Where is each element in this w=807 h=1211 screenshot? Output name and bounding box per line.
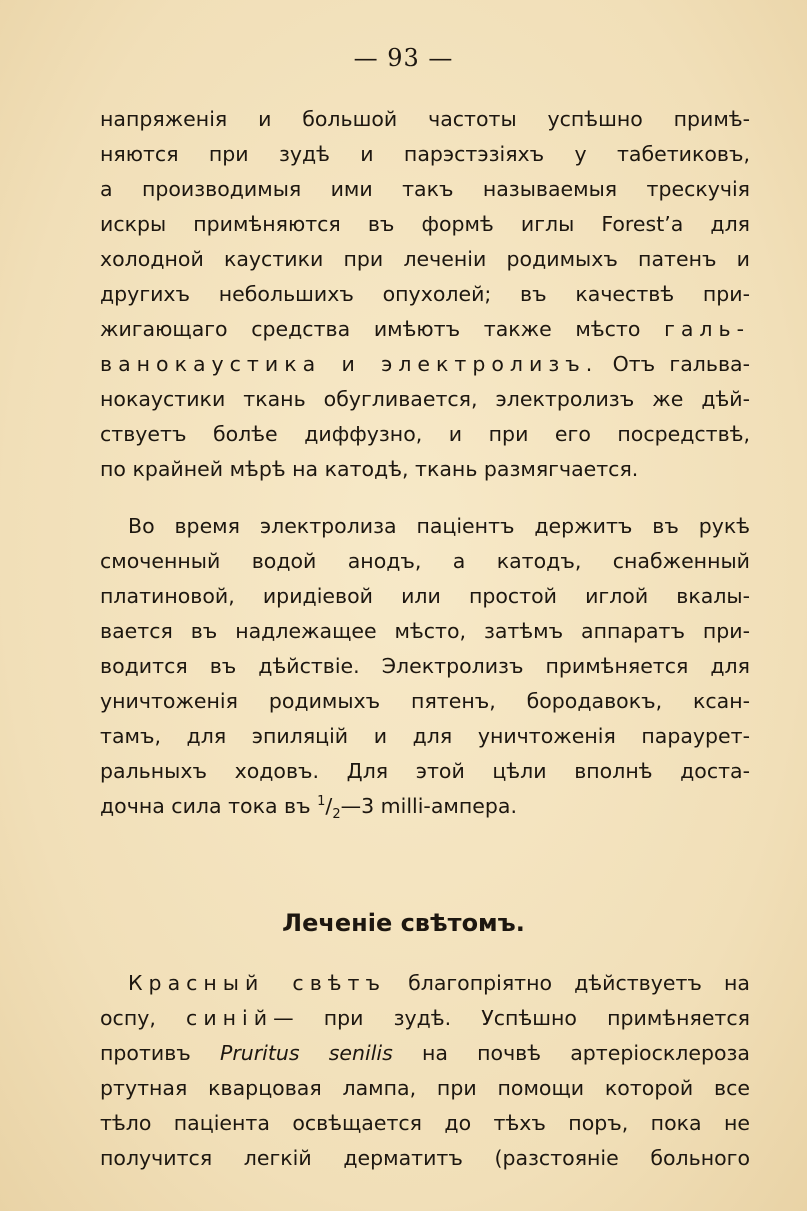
text-line	[100, 312, 750, 347]
text-line: няются при зудѣ и парэстэзіяхъ у табетиковъ,	[100, 142, 750, 166]
text-fragment: оспу,	[100, 1006, 156, 1030]
paragraph-electrotherapy	[100, 102, 750, 487]
paragraph-electrolysis	[100, 509, 750, 824]
text-line: холодной каустики при леченіи родимыхъ патенъ и	[100, 247, 750, 271]
text-line: тамъ, для эпиляцій и для уничтоженія параурет-	[100, 724, 750, 748]
section-heading: Леченіе свѣтомъ.	[282, 909, 525, 937]
paragraph-light-therapy	[100, 966, 750, 1176]
text-line	[100, 1036, 750, 1071]
fraction-numerator: 1	[317, 794, 326, 810]
spaced-term: Красный свѣтъ	[128, 971, 386, 995]
text-line: тѣло паціента освѣщается до тѣхъ поръ, пока не	[100, 1111, 750, 1135]
text-line: уничтоженія родимыхъ пятенъ, бородавокъ, ксан-	[100, 689, 750, 713]
text-line: получится легкій дерматитъ (разстояніе больного	[100, 1146, 750, 1170]
text-fragment: жигающаго средства имѣютъ также мѣсто	[100, 317, 641, 341]
text-line	[100, 966, 750, 1001]
text-line: ртутная кварцовая лампа, при помощи которой все	[100, 1076, 750, 1100]
text-line: нокаустики ткань обугливается, электролизъ же дѣй-	[100, 387, 750, 411]
text-fragment: благопріятно дѣйствуетъ на	[408, 971, 750, 995]
text-line: водится въ дѣйствіе. Электролизъ примѣняется для	[100, 654, 750, 678]
text-fragment: Отъ гальва-	[612, 352, 750, 376]
text-line: платиновой, иридіевой или простой иглой вкалы-	[100, 584, 750, 608]
fraction-denominator: 2	[332, 807, 341, 823]
text-fragment: дочна сила тока въ	[100, 794, 311, 818]
text-fragment: на почвѣ артеріосклероза	[421, 1041, 750, 1065]
text-line: ральныхъ ходовъ. Для этой цѣли вполнѣ доста-	[100, 759, 750, 783]
spaced-term: галь-	[664, 317, 750, 341]
text-fragment: противъ	[100, 1041, 191, 1065]
text-fragment: —3 milli-ампера.	[340, 794, 517, 818]
latin-term: Pruritus senilis	[219, 1041, 393, 1065]
text-line: напряженія и большой частоты успѣшно примѣ-	[100, 107, 750, 131]
text-line: дочна сила тока въ $^1/_2—3$ milli-ампера.	[100, 794, 517, 823]
spaced-term: синій	[186, 1006, 274, 1030]
text-line: вается въ надлежащее мѣсто, затѣмъ аппаратъ при-	[100, 619, 750, 643]
text-line	[100, 347, 750, 382]
page-number: — 93 —	[353, 44, 454, 72]
text-line: смоченный водой анодъ, а катодъ, снабженный	[100, 549, 750, 573]
text-line	[100, 1001, 750, 1036]
spaced-term: ванокаустика и электролизъ.	[100, 352, 599, 376]
text-line: а производимыя ими такъ называемыя трескучія	[100, 177, 750, 201]
text-line: Во время электролиза паціентъ держитъ въ рукѣ	[128, 514, 750, 538]
text-line: по крайней мѣрѣ на катодѣ, ткань размягчается.	[100, 457, 639, 481]
text-fragment: — при зудѣ. Успѣшно примѣняется	[273, 1006, 750, 1030]
text-line: искры примѣняются въ формѣ иглы Forest’a для	[100, 212, 750, 236]
text-line: другихъ небольшихъ опухолей; въ качествѣ при-	[100, 282, 750, 306]
text-line: ствуетъ болѣе диффузно, и при его посредствѣ,	[100, 422, 750, 446]
